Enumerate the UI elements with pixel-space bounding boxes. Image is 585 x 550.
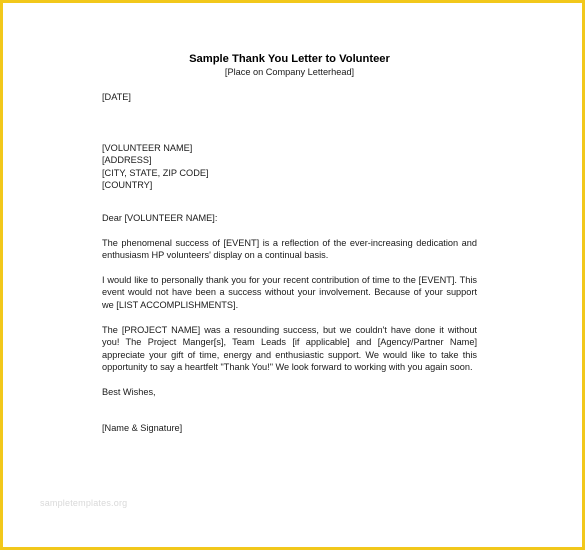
salutation: Dear [VOLUNTEER NAME]: [102,212,218,223]
recipient-address [102,142,477,192]
body-paragraph: I would like to personally thank you for your recent contribution of time to the [EVENT]. This event would not have been a success without your involvement. Because of your support we [LIST ACCOMPLISHMENTS]. [102,274,477,310]
closing: Best Wishes, [102,386,156,397]
address-line: [COUNTRY] [102,180,153,191]
body-paragraph: The phenomenal success of [EVENT] is a reflection of the ever-increasing dedication and enthusiasm HP volunteers' display on a continual basis. [102,237,477,261]
letter-title: Sample Thank You Letter to Volunteer [189,53,390,65]
signature-placeholder: [Name & Signature] [102,422,183,433]
body-paragraph: The [PROJECT NAME] was a resounding success, but we couldn't have done it without you! The Project Manger[s], Team Leads [if applicable] and [Agency/Partner Name] appreciate your gift of time, energy and enthusiastic support. We would like to take this opportunity to say a heartfelt "Thank You!" We look forward to working with you again soon. [102,324,477,373]
address-line: [CITY, STATE, ZIP CODE] [102,167,209,178]
letter-subtitle: [Place on Company Letterhead] [224,67,355,77]
letter-page [102,50,477,434]
watermark-text: sampletemplates.org [40,498,128,508]
letter-date: [DATE] [102,92,131,102]
address-line: [VOLUNTEER NAME] [102,142,193,153]
address-line: [ADDRESS] [102,155,152,166]
